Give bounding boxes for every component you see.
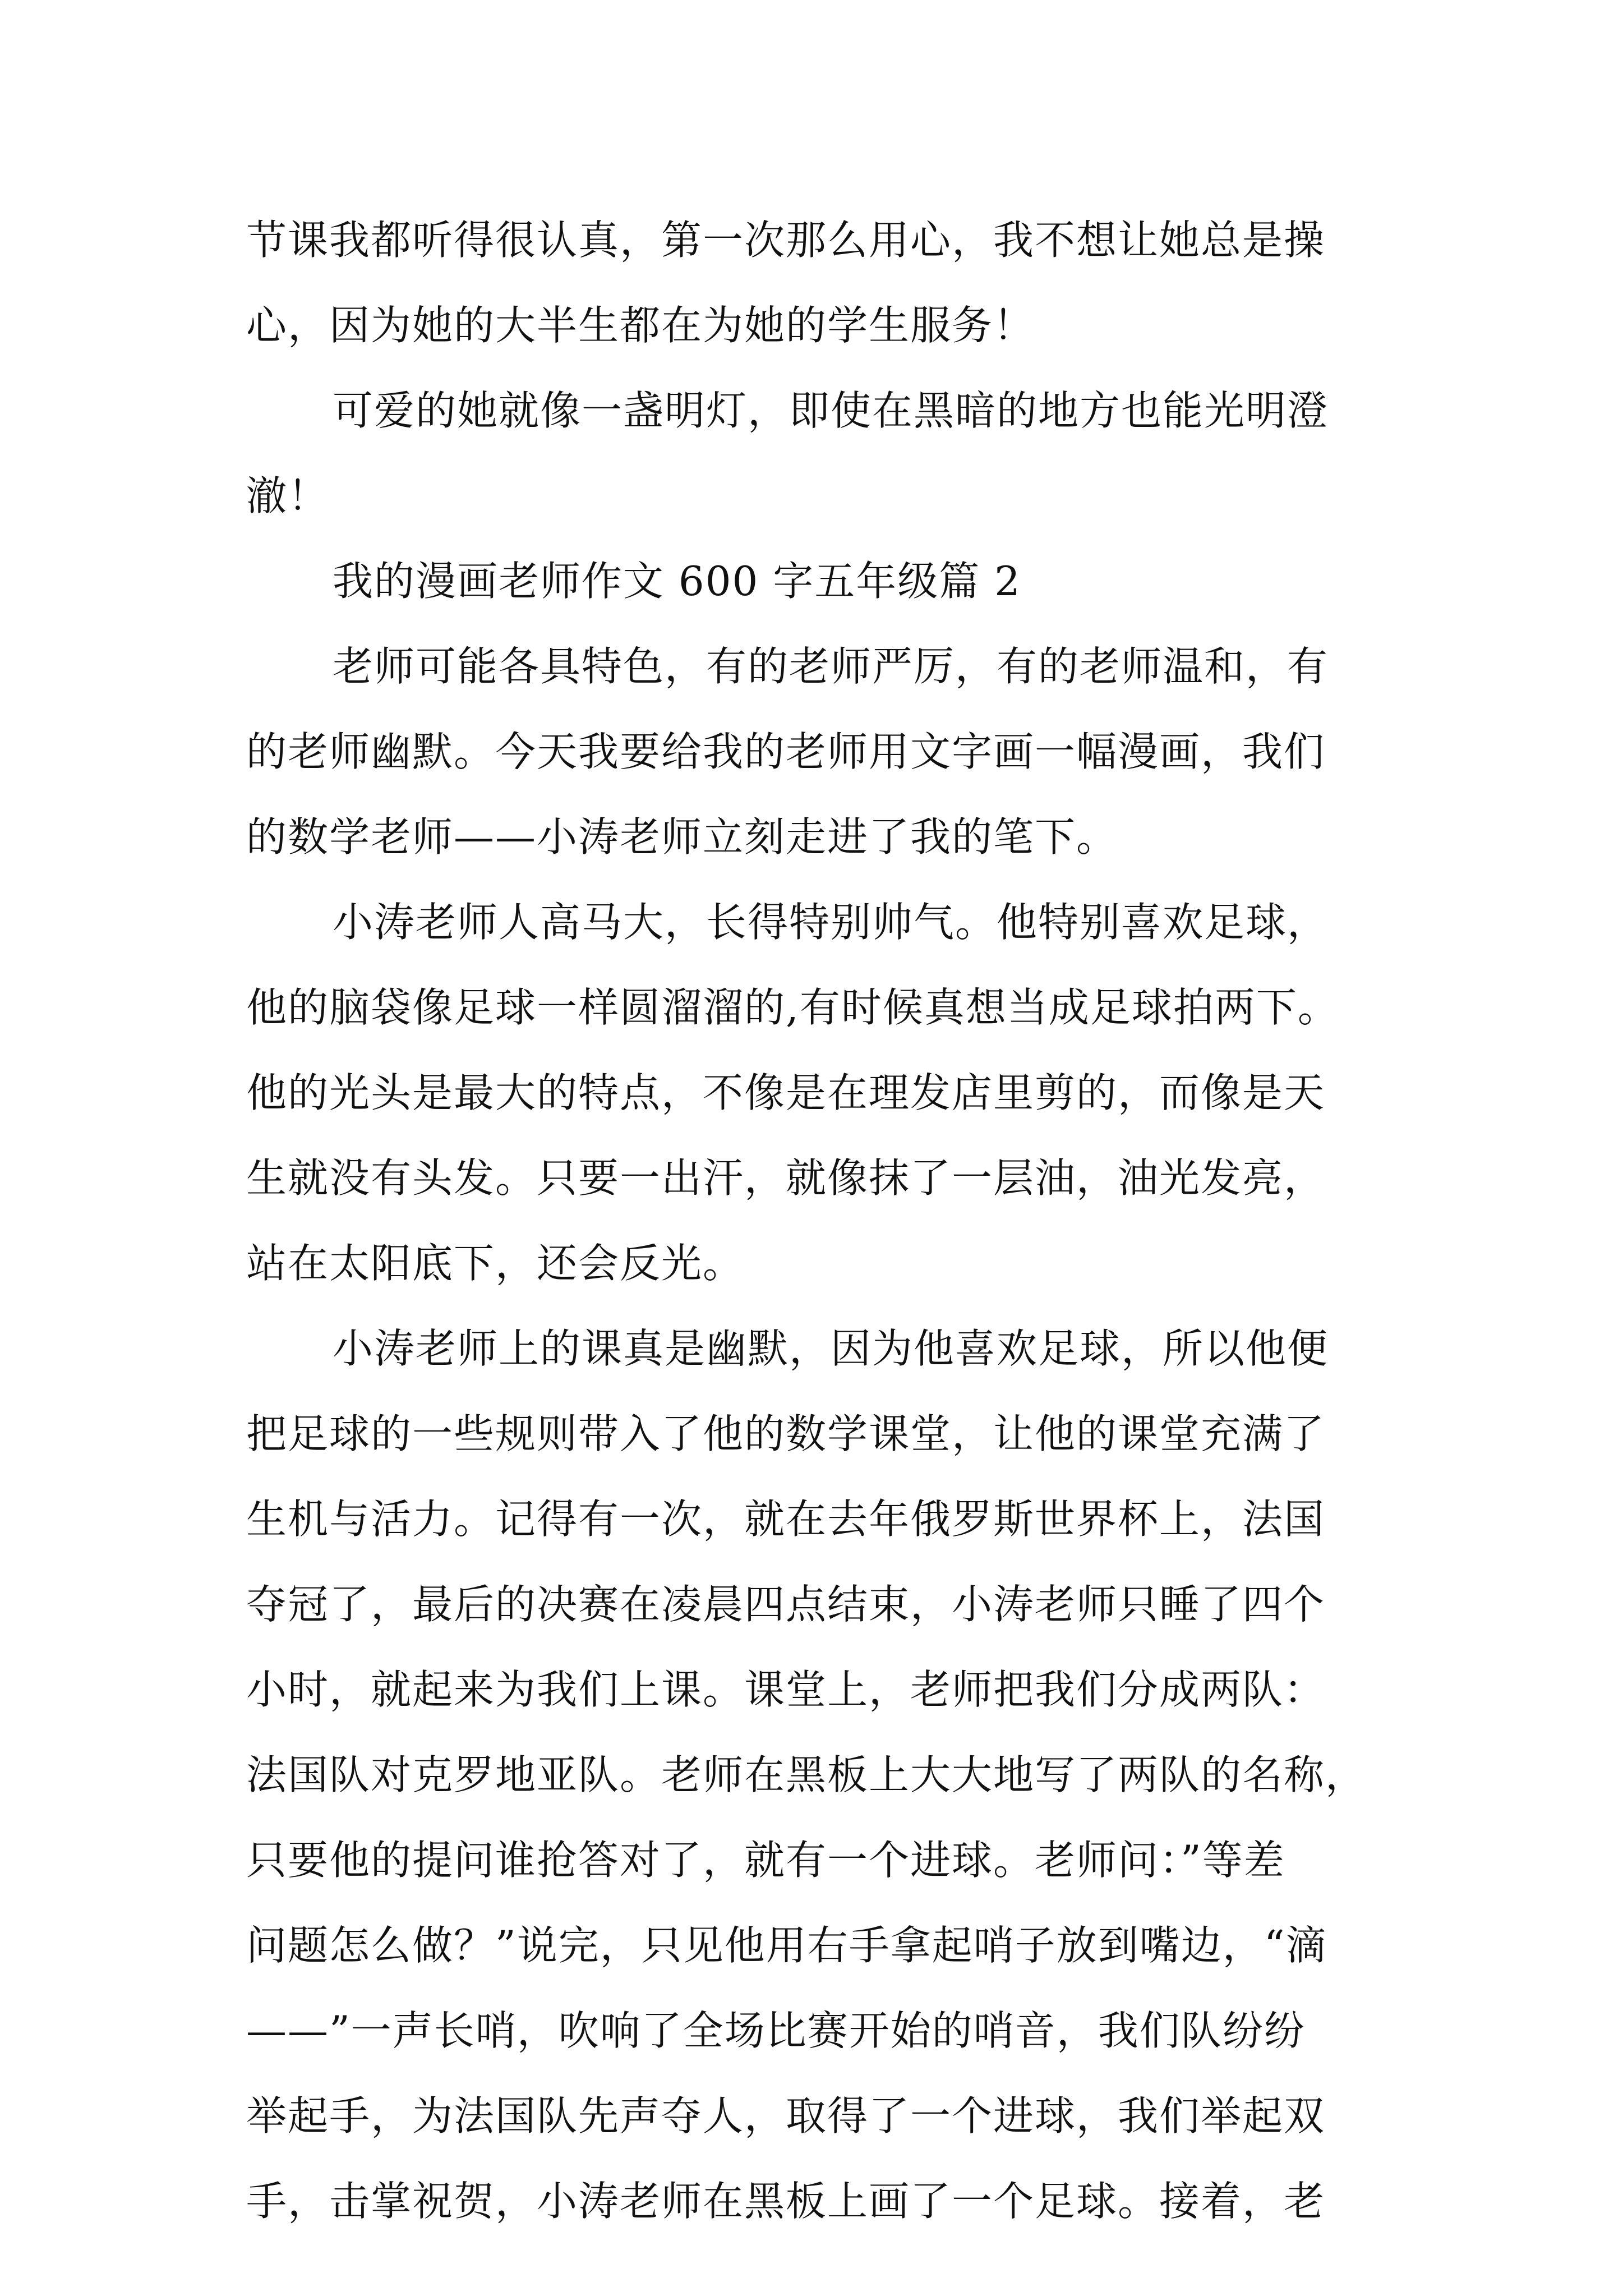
- text-line: 只要他的提问谁抢答对了，就有一个进球。老师问：”等差: [246, 1837, 1285, 1884]
- text-line: 举起手，为法国队先声夺人，取得了一个进球，我们举起双: [246, 2092, 1326, 2139]
- paragraph-first-line: 小涛老师上的课真是幽默，因为他喜欢足球，所以他便: [333, 1325, 1329, 1372]
- section-heading: 我的漫画老师作文 600 字五年级篇 2: [333, 558, 1021, 605]
- text-line: 问题怎么做？”说完，只见他用右手拿起哨子放到嘴边，“滴: [246, 1922, 1327, 1969]
- text-line: 心，因为她的大半生都在为她的学生服务！: [246, 302, 1035, 349]
- paragraph-first-line: 老师可能各具特色，有的老师严厉，有的老师温和，有: [333, 643, 1329, 690]
- text-line: 节课我都听得很认真，第一次那么用心，我不想让她总是操: [246, 217, 1326, 264]
- text-line: ——”一声长哨，吹响了全场比赛开始的哨音，我们队纷纷: [246, 2007, 1306, 2054]
- text-line: 澈！: [246, 472, 330, 519]
- text-line: 小时，就起来为我们上课。课堂上，老师把我们分成两队：: [246, 1666, 1326, 1713]
- text-line: 夺冠了，最后的决赛在凌晨四点结束，小涛老师只睡了四个: [246, 1581, 1326, 1628]
- text-line: 的数学老师——小涛老师立刻走进了我的笔下。: [246, 813, 1118, 861]
- paragraph-first-line: 可爱的她就像一盏明灯，即使在黑暗的地方也能光明澄: [333, 387, 1329, 434]
- text-line: 生机与活力。记得有一次，就在去年俄罗斯世界杯上，法国: [246, 1496, 1326, 1543]
- text-line: 站在太阳底下，还会反光。: [246, 1240, 745, 1287]
- text-line: 他的光头是最大的特点，不像是在理发店里剪的，而像是天: [246, 1069, 1326, 1116]
- text-line: 生就没有头发。只要一出汗，就像抹了一层油，油光发亮，: [246, 1154, 1326, 1202]
- text-line: 手，击掌祝贺，小涛老师在黑板上画了一个足球。接着，老: [246, 2178, 1326, 2225]
- text-line: 把足球的一些规则带入了他的数学课堂，让他的课堂充满了: [246, 1410, 1326, 1457]
- text-line: 的老师幽默。今天我要给我的老师用文字画一幅漫画，我们: [246, 728, 1326, 775]
- text-line: 法国队对克罗地亚队。老师在黑板上大大地写了两队的名称，: [246, 1751, 1367, 1798]
- paragraph-first-line: 小涛老师人高马大，长得特别帅气。他特别喜欢足球，: [333, 899, 1329, 946]
- text-line: 他的脑袋像足球一样圆溜溜的,有时候真想当成足球拍两下。: [246, 984, 1339, 1031]
